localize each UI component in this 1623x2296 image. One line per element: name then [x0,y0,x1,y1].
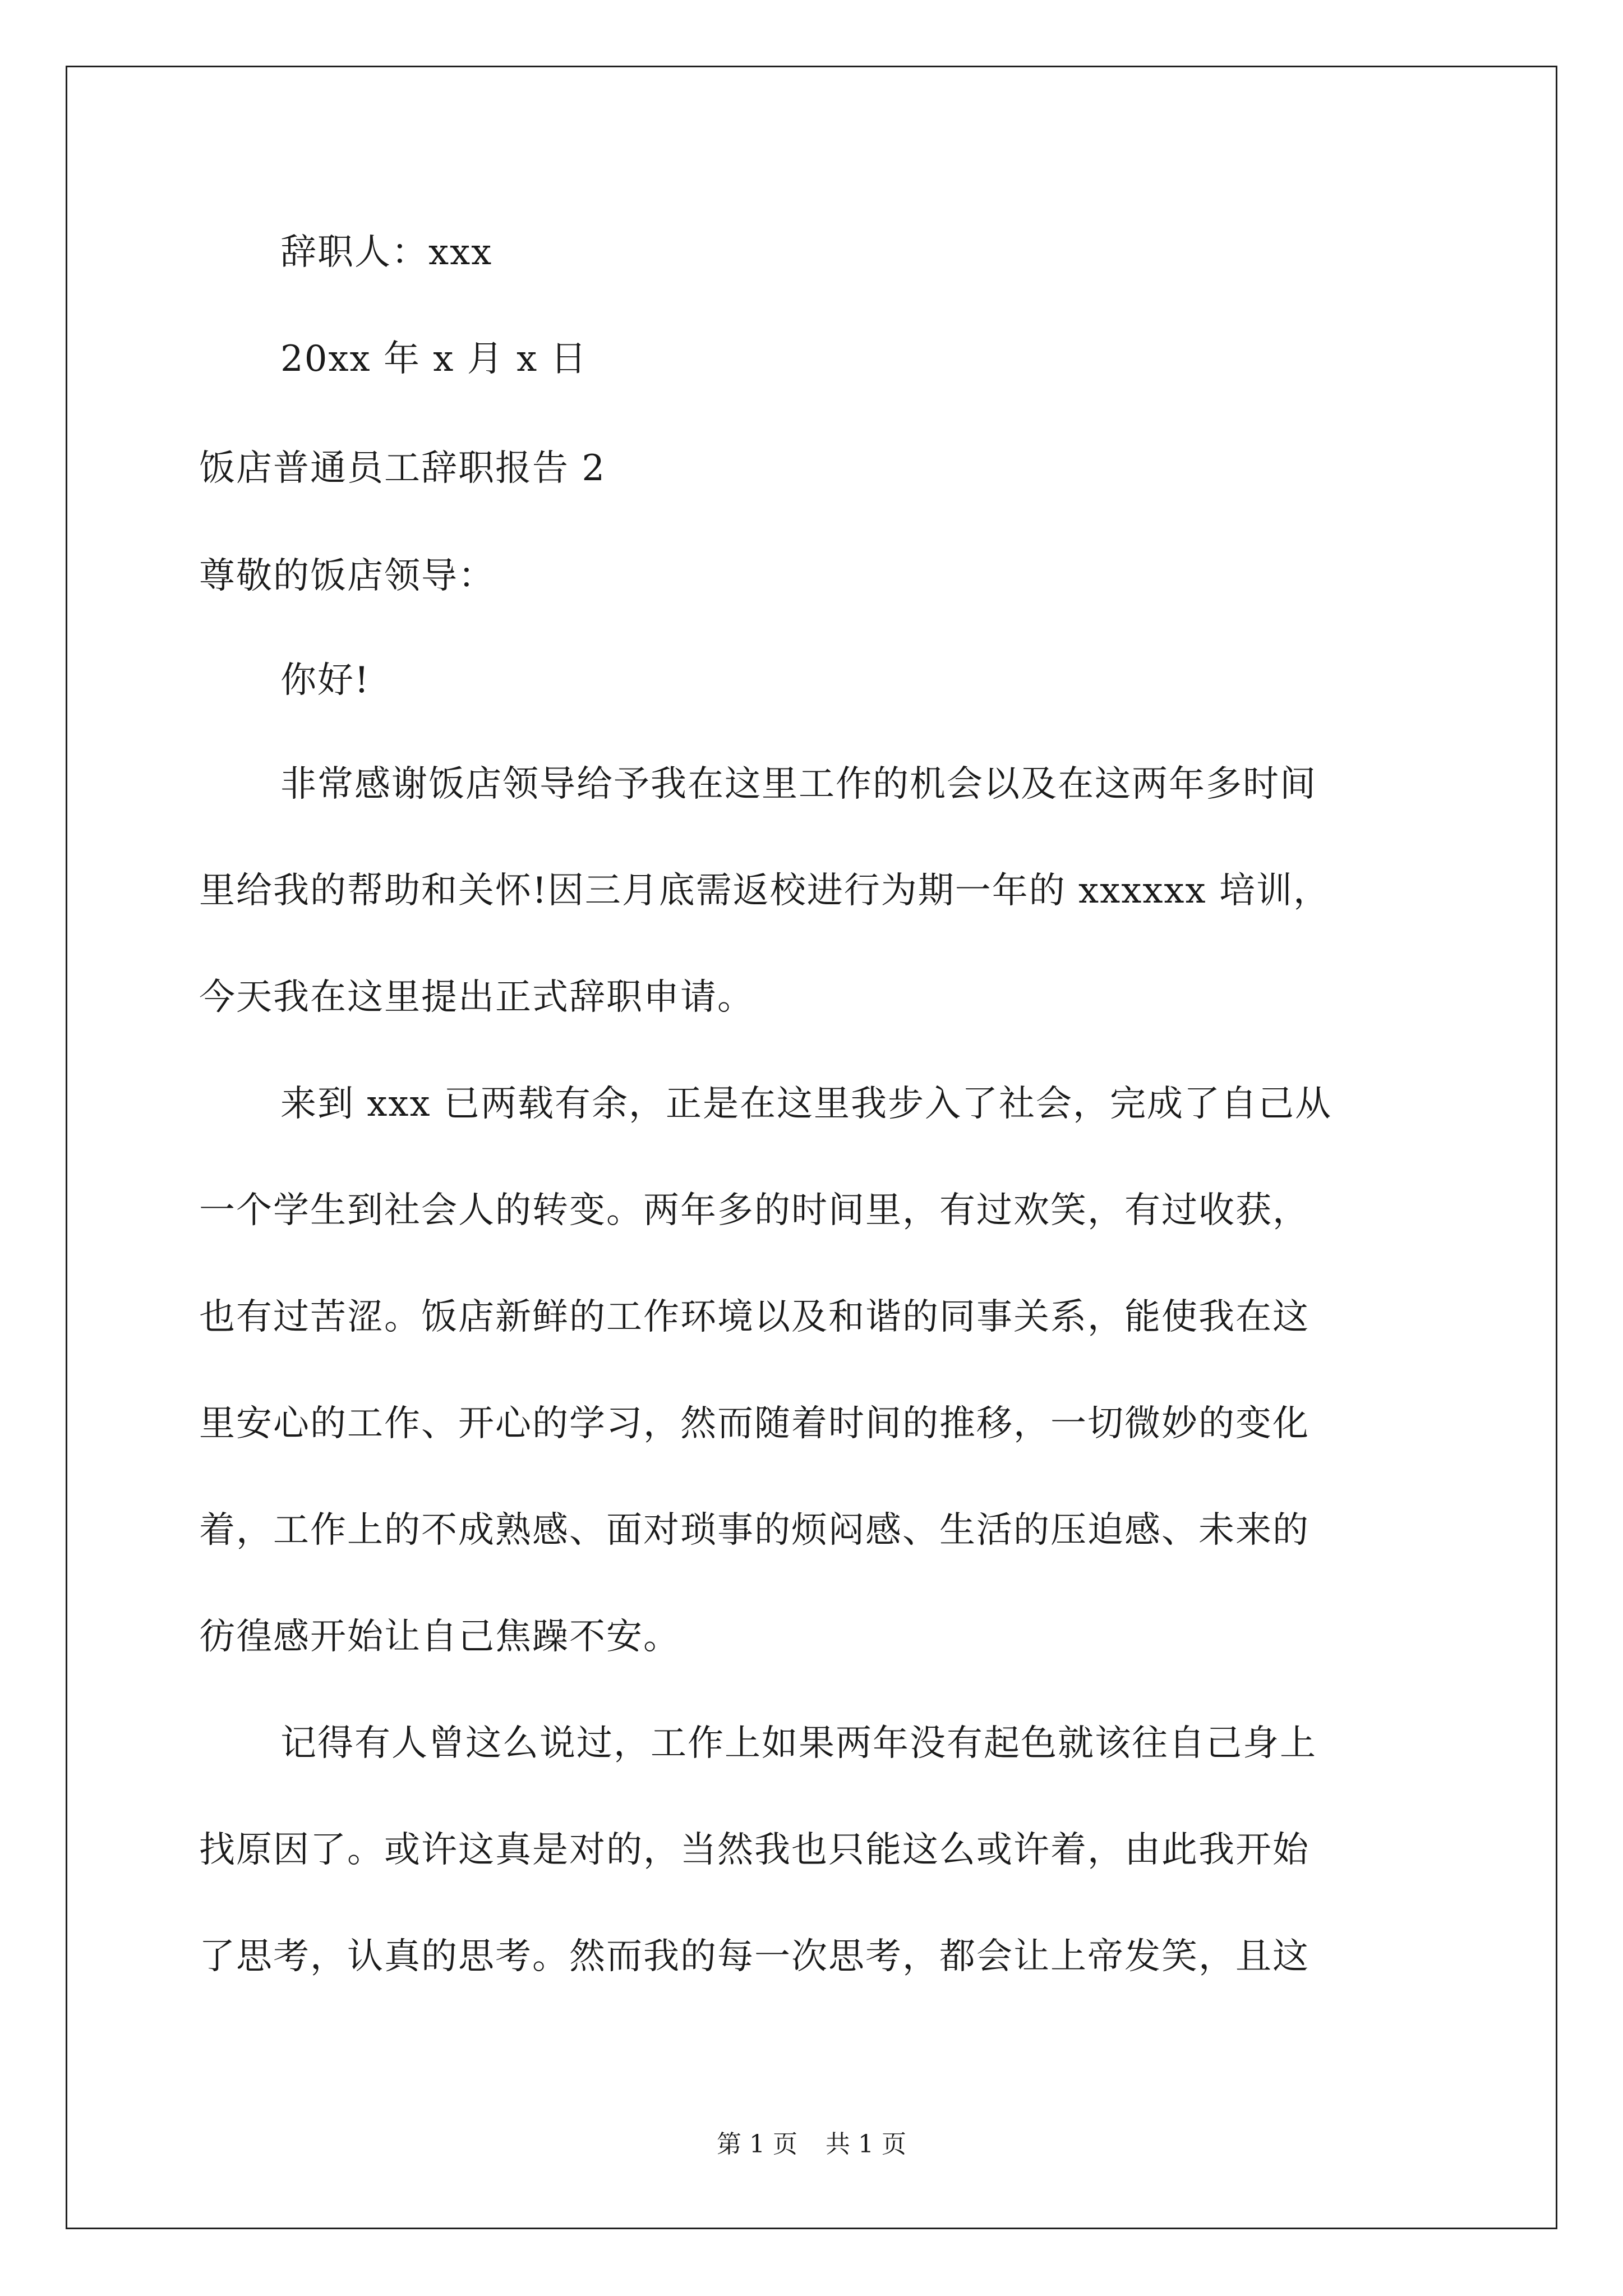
page-footer [0,2128,1623,2161]
paragraph-3-line-3: 了思考，认真的思考。然而我的每一次思考，都会让上帝发笑，且这 [199,1936,1310,1977]
paragraph-2-line-1: 来到 xxx 已两载有余，正是在这里我步入了社会，完成了自己从 [280,1083,1332,1125]
page-number-current: 第 1 页 [717,2130,797,2159]
document-title: 饭店普通员工辞职报告 2 [199,448,606,489]
salutation: 尊敬的饭店领导： [199,555,495,597]
paragraph-2-line-4: 里安心的工作、开心的学习，然而随着时间的推移，一切微妙的变化 [199,1403,1310,1444]
date-line: 20xx 年 x 月 x 日 [280,338,588,380]
paragraph-2-line-3: 也有过苦涩。饭店新鲜的工作环境以及和谐的同事关系，能使我在这 [199,1296,1310,1338]
page-number-total: 共 1 页 [826,2130,906,2159]
paragraph-3-line-2: 找原因了。或许这真是对的，当然我也只能这么或许着，由此我开始 [199,1829,1310,1871]
paragraph-1-line-1: 非常感谢饭店领导给予我在这里工作的机会以及在这两年多时间 [280,763,1317,805]
paragraph-1-line-2: 里给我的帮助和关怀!因三月底需返校进行为期一年的 xxxxxx 培训， [199,870,1330,912]
paragraph-2-line-2: 一个学生到社会人的转变。两年多的时间里，有过欢笑，有过收获， [199,1190,1310,1231]
page-border [66,66,1557,2229]
paragraph-2-line-6: 彷徨感开始让自己焦躁不安。 [199,1616,680,1658]
greeting: 你好! [280,660,370,701]
paragraph-1-line-3: 今天我在这里提出正式辞职申请。 [199,977,754,1018]
paragraph-2-line-5: 着，工作上的不成熟感、面对琐事的烦闷感、生活的压迫感、未来的 [199,1510,1310,1551]
paragraph-3-line-1: 记得有人曾这么说过，工作上如果两年没有起色就该往自己身上 [280,1723,1317,1764]
signature-line: 辞职人：xxx [280,232,493,273]
